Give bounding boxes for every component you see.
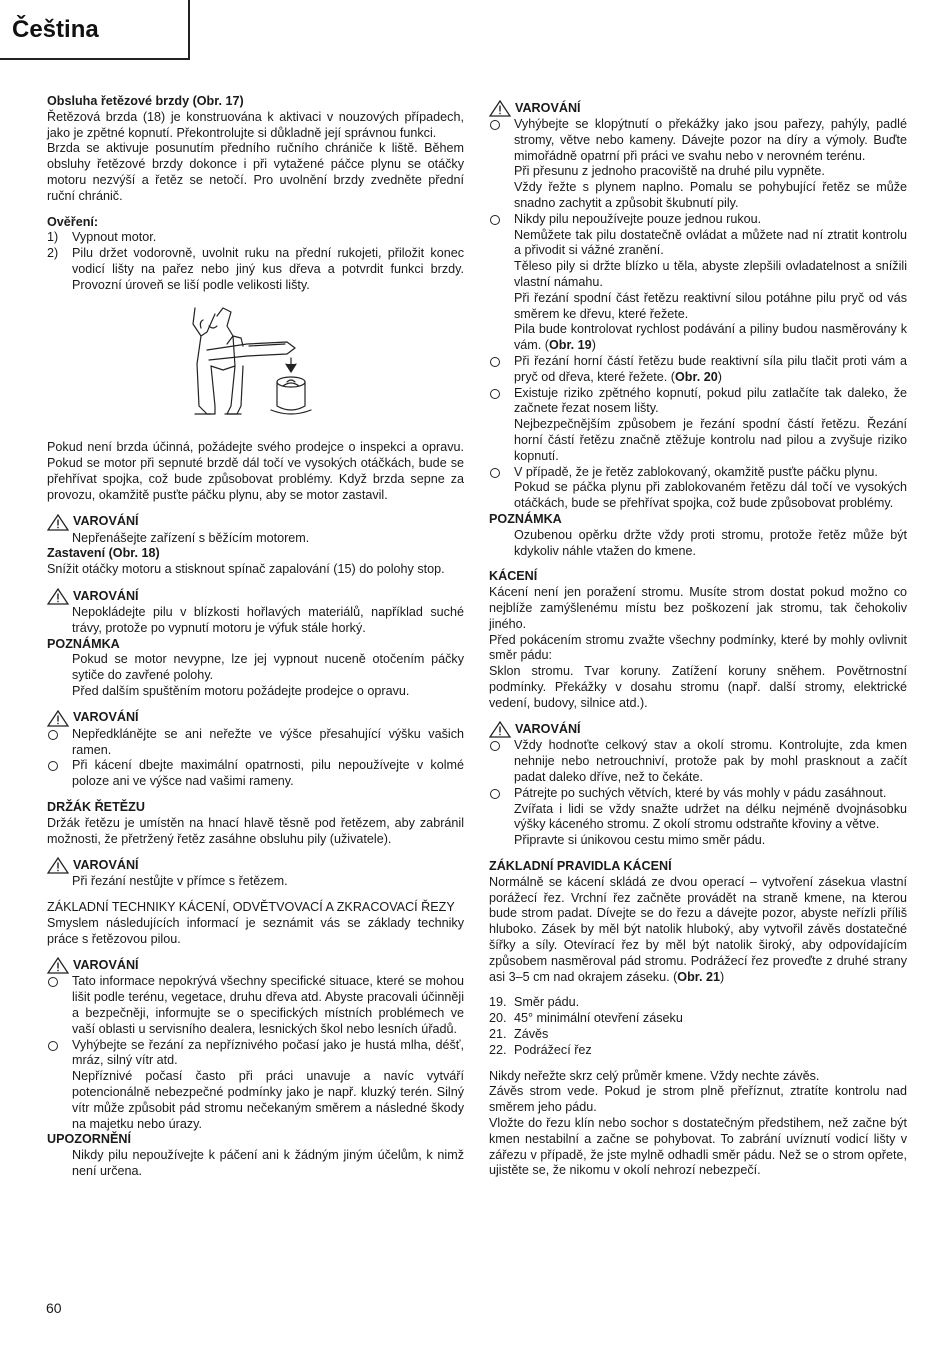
- warning-label: VAROVÁNÍ: [73, 958, 139, 973]
- bullet-circle-icon: [489, 738, 514, 753]
- warning-item-subtext: Nejbezpečnějším způsobem je řezání spodní částí řetězu. Řezání horní částí řetězu značně ztěžuje kontrolu nad pilou a zvyšuje riziko kopnutí.: [514, 417, 907, 463]
- warning-item-text: Vyhýbejte se řezání za nepříznivého počasí jako je hustá mlha, déšť, mráz, silný vítr atd.: [72, 1037, 464, 1068]
- warning-item: [489, 212, 907, 228]
- check-title: Ověření:: [47, 214, 99, 229]
- warning-item-text: Nepředklánějte se ani neřežte ve výšce přesahující výšku vašich ramen.: [72, 726, 464, 757]
- techniques-text: Smyslem následujících informací je seznámit vás se základy techniky práce s řetězovou pilou.: [47, 915, 464, 946]
- text-run: ): [720, 969, 725, 984]
- warning-item-subtext: Těleso pily si držte blízko u těla, abyste zlepšili ovladatelnost a snížili vlastní námahu.: [514, 259, 907, 289]
- warning-item: [489, 354, 907, 386]
- warning-heading: [489, 100, 907, 117]
- figure-reference: Obr. 20: [675, 369, 718, 384]
- warning-item-subtext: Při přesunu z jednoho pracoviště na druhé pilu vypněte.: [514, 164, 825, 179]
- check-step: [47, 246, 464, 293]
- warning-heading: [47, 588, 464, 605]
- warning-item: [47, 1038, 464, 1070]
- warning-item-text: V případě, že je řetěz zablokovaný, okamžitě pusťte páčku plynu.: [514, 464, 878, 479]
- figure-reference: Obr. 19: [548, 338, 592, 353]
- techniques-title: ZÁKLADNÍ TECHNIKY KÁCENÍ, ODVĚTVOVACÍ A ZKRACOVACÍ ŘEZY: [47, 900, 455, 915]
- warning-label: VAROVÁNÍ: [73, 514, 139, 529]
- bullet-circle-icon: [47, 758, 72, 773]
- warning-text: Nepokládejte pilu v blízkosti hořlavých materiálů, například suché trávy, protože po vypnutí motoru je výfuk stále horký.: [72, 604, 464, 635]
- warning-item-text: Tato informace nepokrývá všechny specifické situace, které se mohou lišit podle terénu, vegetace, druhu dřeva atd. Abyste pracovali účinněji a bezpečněji, informujte se o specifických místních problémech ve vaší oblasti u servisního dealera, lesnických škol nebo lesních úřadů.: [72, 974, 464, 1036]
- warning-item-subtext: Nepříznivé počasí často při práci unavuje a navíc vytváří potencionálně nebezpečné podmínky jako je např. kluzký terén. Silný vítr může způsobit pád stromu nečekaným směrem a následné škody na majetku nebo úrazy.: [72, 1069, 464, 1131]
- bullet-circle-icon: [489, 117, 514, 132]
- legend-text: 45° minimální otevření záseku: [514, 1011, 683, 1026]
- warning-item-subtext: [489, 322, 907, 354]
- bullet-circle-icon: [47, 974, 72, 989]
- note-text: Pokud se motor nevypne, lze jej vypnout nuceně otočením páčky sytiče do zavřené polohy.: [72, 652, 464, 683]
- warning-item-subtext: Vždy řežte s plynem naplno. Pomalu se pohybující řetěz se může snadno zachytit a způsobit škubnutí pily.: [514, 180, 907, 210]
- warning-item: [489, 465, 907, 481]
- warning-item: [489, 117, 907, 164]
- check-step-number: 2): [47, 246, 59, 261]
- text-run: Normálně se kácení skládá ze dvou operací – vytvoření zásekua vlastní porážecí řez. Vrchní řez začněte provádět na straně kmene, na kterou bude strom padat. Dívejte se do řezu a dávejte pozor, abyste neřízli příliš hluboko. Zásek by měl být natolik hluboký, aby vytvořil závěs dostatečné šířky a síly. Otevírací řez by měl být natolik široký, aby odpovídajícím způsobem nasměroval pád stromu. Podrážecí řez proveďte z druhé strany asi 3–5 cm nad okrajem záseku. (: [489, 874, 907, 984]
- warning-heading: [47, 957, 464, 974]
- check-step-text: Pilu držet vodorovně, uvolnit ruku na přední rukojeti, přiložit konec vodicí lišty na pařez nebo jiný kus dřeva a potvrdit funkci brzdy. Provozní úroveň se liší podle velikosti lišty.: [72, 246, 464, 292]
- brake-title: Obsluha řetězové brzdy (Obr. 17): [47, 94, 244, 108]
- rules-title: ZÁKLADNÍ PRAVIDLA KÁCENÍ: [489, 859, 672, 874]
- left-column: [47, 94, 464, 1180]
- warning-item-text: [514, 354, 907, 386]
- warning-item-subtext: Při řezání spodní část řetězu reaktivní silou potáhne pilu pryč od vás směrem ke dřevu, které řežete.: [514, 290, 907, 321]
- note-label: POZNÁMKA: [47, 636, 120, 651]
- text-run: Pila bude kontrolovat rychlost podávání a piliny budou nasměrovány k vám. (: [514, 322, 907, 353]
- rules-paragraph-1: [489, 875, 907, 986]
- warning-label: VAROVÁNÍ: [73, 857, 139, 872]
- legend-item: [489, 995, 907, 1011]
- warning-item-text: Nikdy pilu nepoužívejte pouze jednou rukou.: [514, 211, 762, 226]
- warning-heading: [47, 514, 464, 531]
- felling-paragraph-2: Před pokácením stromu zvažte všechny podmínky, které by mohly ovlivnit směr pádu:: [489, 632, 907, 663]
- brake-check-illustration: [187, 306, 337, 418]
- stop-text: Snížit otáčky motoru a stisknout spínač zapalování (15) do polohy stop.: [47, 562, 445, 577]
- warning-label: VAROVÁNÍ: [73, 588, 139, 603]
- check-step-number: 1): [47, 230, 59, 245]
- right-column: [489, 94, 907, 1179]
- warning-item: [47, 727, 464, 759]
- brake-paragraph-2: Brzda se aktivuje posunutím předního ručního chrániče k liště. Během obsluhy řetězové brzdy dokonce i při vytažené páčce plynu se otáčky motoru nezvýší a řetěz se netočí. Pro uvolnění brzdy zvedněte přední ruční chránič.: [47, 141, 464, 203]
- warning-item: [489, 738, 907, 785]
- brake-paragraph-3: Pokud není brzda účinná, požádejte svého prodejce o inspekci a opravu. Pokud se motor při sepnuté brzdě dál točí ve vysokých otáčkách, bude se přehřívat spojka, což bude způsobovat problémy. Když brzda sepne za provozu, okamžitě pusťte páčku plynu, aby se motor zastavil.: [47, 440, 464, 502]
- caution-label: UPOZORNĚNÍ: [47, 1132, 131, 1147]
- caution-text: Nikdy pilu nepoužívejte k páčení ani k žádným jiným účelům, k nimž není určena.: [72, 1148, 464, 1179]
- warning-label: VAROVÁNÍ: [515, 100, 581, 115]
- warning-triangle-icon: [47, 857, 69, 874]
- warning-triangle-icon: [47, 588, 69, 605]
- brake-paragraph-1: Řetězová brzda (18) je konstruována k aktivaci v nouzových případech, jako je zpětné kopnutí. Překontrolujte si důkladně její správnou funkci.: [47, 109, 464, 140]
- rules-paragraph-4: Vložte do řezu klín nebo sochor s dostatečným předstihem, než začne být kmen nestabilní a začne se pohybovat. To zabrání uvíznutí vodicí lišty v zářezu v případě, že jste mylně odhadli směr pádu. Než se o strom opřete, ujistěte se, že nikomu v okolí nehrozí nebezpečí.: [489, 1116, 907, 1178]
- bullet-circle-icon: [489, 354, 514, 369]
- note-label: POZNÁMKA: [489, 511, 562, 526]
- bullet-circle-icon: [489, 386, 514, 401]
- warning-heading: [47, 857, 464, 874]
- legend-text: Závěs: [514, 1027, 549, 1042]
- warning-item: [489, 786, 907, 802]
- warning-item: [47, 758, 464, 790]
- note-text: Ozubenou opěrku držte vždy proti stromu, protože řetěz může být kdykoliv náhle vtažen do kmene.: [514, 527, 907, 558]
- note-text: Před dalším spuštěním motoru požádejte prodejce o opravu.: [72, 683, 410, 698]
- warning-heading: [489, 721, 907, 738]
- text-run: ): [717, 369, 722, 384]
- bullet-circle-icon: [489, 465, 514, 480]
- warning-item-text: Vždy hodnoťte celkový stav a okolí stromu. Kontrolujte, zda kmen nehnije nebo netrouchniví, protože pak by mohl prasknout a začít padat daleko dříve, než to čekáte.: [514, 738, 907, 785]
- bullet-circle-icon: [489, 212, 514, 227]
- warning-text: Při řezání nestůjte v přímce s řetězem.: [72, 874, 288, 889]
- catcher-title: DRŽÁK ŘETĚZU: [47, 799, 145, 814]
- warning-triangle-icon: [47, 514, 69, 531]
- warning-triangle-icon: [47, 957, 69, 974]
- warning-item: [47, 974, 464, 1037]
- legend-item: [489, 1027, 907, 1043]
- legend-number: 22.: [489, 1042, 507, 1057]
- warning-triangle-icon: [47, 710, 69, 727]
- bullet-circle-icon: [47, 1038, 72, 1053]
- catcher-text: Držák řetězu je umístěn na hnací hlavě těsně pod řetězem, aby zabránil možnosti, že přetržený řetěz zasáhne obsluhu pily (uživatele).: [47, 815, 464, 846]
- legend-number: 20.: [489, 1011, 507, 1026]
- felling-paragraph-1: Kácení není jen poražení stromu. Musíte strom dostat pokud možno co nejblíže zamýšlenému místu bez poškození jak stromu, tak čehokoliv jiného.: [489, 585, 907, 631]
- check-step: [47, 230, 464, 246]
- warning-item-subtext: Zvířata i lidi se vždy snažte udržet na délku nejméně dvojnásobku výšky káceného stromu. Z okolí stromu odstraňte křoviny a větve.: [514, 801, 907, 832]
- warning-label: VAROVÁNÍ: [515, 722, 581, 737]
- warning-label: VAROVÁNÍ: [73, 710, 139, 725]
- felling-title: KÁCENÍ: [489, 569, 538, 584]
- warning-item-text: Vyhýbejte se klopýtnutí o překážky jako jsou pařezy, pahýly, padlé stromy, větve nebo kameny. Dávejte pozor na díry a výmoly. Buďte mimořádně opatrní při práci ve svahu nebo v nerovném terénu.: [514, 117, 907, 163]
- warning-triangle-icon: [489, 100, 511, 117]
- rules-paragraph-3: Závěs strom vede. Pokud je strom plně přeříznut, ztratíte kontrolu nad směrem jeho pádu.: [489, 1084, 907, 1115]
- text-run: Při řezání horní částí řetězu bude reaktivní síla pilu tlačit proti vám a pryč od dřeva, které řežete. (: [514, 353, 907, 384]
- legend-item: [489, 1043, 907, 1059]
- legend-item: [489, 1011, 907, 1027]
- legend-text: Směr pádu.: [514, 995, 580, 1010]
- warning-heading: [47, 710, 464, 727]
- check-step-text: Vypnout motor.: [72, 230, 157, 245]
- warning-item-text: Pátrejte po suchých větvích, které by vás mohly v pádu zasáhnout.: [514, 785, 887, 800]
- stop-title: Zastavení (Obr. 18): [47, 546, 160, 561]
- page-number: 60: [46, 1300, 62, 1316]
- language-tab: [0, 0, 190, 60]
- legend-number: 19.: [489, 995, 507, 1010]
- text-run: ): [591, 338, 596, 353]
- legend-text: Podrážecí řez: [514, 1042, 592, 1057]
- bullet-circle-icon: [489, 786, 514, 801]
- warning-text: Nepřenášejte zařízení s běžícím motorem.: [72, 530, 310, 545]
- warning-item: [489, 386, 907, 418]
- warning-item-subtext: Pokud se páčka plynu při zablokovaném řetězu dál točí ve vysokých otáčkách, bude se přehřívat spojka, což bude způsobovat problémy.: [514, 480, 907, 511]
- felling-paragraph-3: Sklon stromu. Tvar koruny. Zatížení koruny sněhem. Povětrnostní podmínky. Překážky v dosahu stromu (např. další stromy, elektrické vedení, budovy, silnice atd.).: [489, 664, 907, 710]
- figure-reference: Obr. 21: [677, 969, 720, 984]
- warning-item-subtext: Připravte si únikovou cestu mimo směr pádu.: [514, 833, 766, 848]
- language-title: Čeština: [12, 16, 99, 43]
- warning-item-subtext: Nemůžete tak pilu dostatečně ovládat a můžete nad ní ztratit kontrolu a přivodit si vážné zranění.: [514, 227, 907, 258]
- warning-triangle-icon: [489, 721, 511, 738]
- warning-item-text: Při kácení dbejte maximální opatrnosti, pilu nepoužívejte v kolmé poloze ani ve výšce nad vašimi rameny.: [72, 758, 464, 789]
- warning-item-text: Existuje riziko zpětného kopnutí, pokud pilu zatlačíte tak daleko, že začnete řezat nosem lišty.: [514, 385, 907, 416]
- legend-number: 21.: [489, 1027, 507, 1042]
- bullet-circle-icon: [47, 727, 72, 742]
- rules-paragraph-2: Nikdy neřežte skrz celý průměr kmene. Vždy nechte závěs.: [489, 1068, 820, 1083]
